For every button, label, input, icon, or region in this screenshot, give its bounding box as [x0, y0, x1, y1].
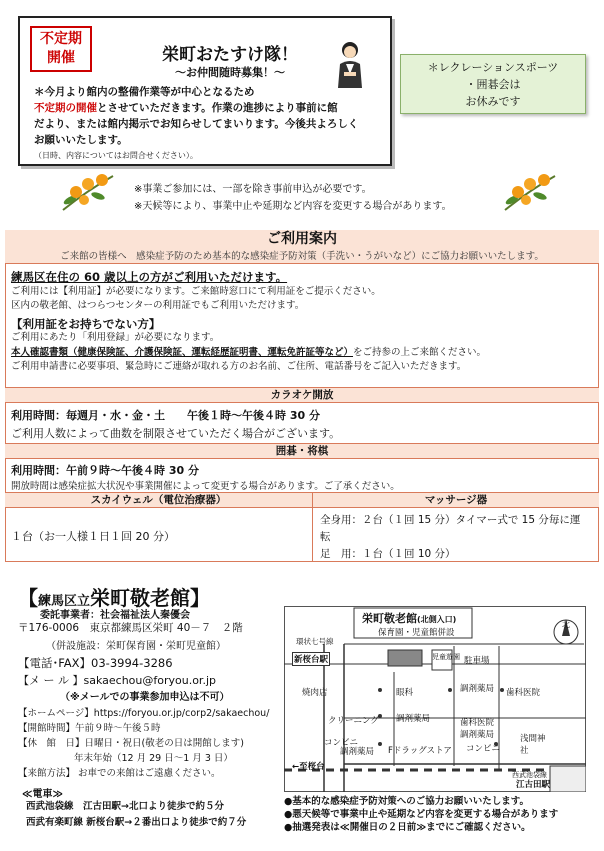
- eligibility-heading: 練馬区在住の 60 歳以上の方がご利用いただけます。: [11, 270, 288, 284]
- map-label-eye-clinic: 眼科: [396, 688, 414, 698]
- map-label-seibu-line: 西武池袋線: [512, 771, 547, 779]
- contractor: 委託事業者：社会福祉法人秦優会: [40, 610, 190, 621]
- info-title: ご利用案内: [267, 231, 337, 247]
- notice-1: ※事業ご参加には、一部を除き事前申込が必要です。: [134, 184, 372, 195]
- igo-header: 囲碁・将棋: [5, 443, 599, 459]
- event-subtitle: ～お仲間随時募集！～: [175, 66, 285, 79]
- event-title: 栄町おたすけ隊！: [162, 45, 298, 65]
- map-label-yakiniku: 焼肉店: [302, 688, 328, 698]
- card-line-2: 区内の敬老館、はつらつセンターの利用証でもご利用いただけます。: [11, 300, 305, 311]
- flower-illustration-right: [500, 170, 560, 216]
- event-line-2: [34, 100, 384, 116]
- train-line-1: 西武池袋線 江古田駅→北口より徒歩で約５分: [26, 801, 224, 812]
- address: 〒176-0006 東京都練馬区栄町 40－７ ２階: [18, 622, 243, 634]
- igo-note: 開放時間は感染症拡大状況や事業開催によって変更する場合があります。ご了承ください。: [11, 481, 400, 492]
- event-body: [34, 84, 384, 148]
- table-divider: [312, 508, 313, 562]
- no-card-heading: 【利用証をお持ちでない方】: [11, 316, 161, 331]
- event-line-3: だより、または館内掲示でお知らせしてまいります。今後共よろしく: [34, 118, 359, 130]
- register-line: ご利用にあたり「利用登録」が必要になります。: [11, 332, 220, 343]
- map-note-2: ●悪天候等で事業中止や延期など内容を変更する場合があります: [284, 809, 559, 820]
- email-note: （※メールでの事業参加申込は不可）: [60, 692, 230, 703]
- info-body: [11, 270, 593, 375]
- recreation-line-2: ・囲碁会は: [465, 78, 521, 91]
- map-title-main: 栄町敬老館: [362, 612, 417, 625]
- massage-text: [320, 512, 595, 563]
- irregular-badge: 不定期 開催: [30, 26, 92, 72]
- bracket-close: 】: [190, 586, 211, 610]
- event-line-4: お願いいたします。: [34, 134, 128, 146]
- opening-hours: 【開館時間】午前９時～午後５時: [18, 723, 161, 734]
- map-label-parking: 駐車場: [464, 656, 490, 666]
- event-line-2-rest: とさせていただきます。作業の進捗により事前に館: [97, 102, 338, 114]
- skywell-header: スカイウェル（電位治療器）: [5, 492, 312, 508]
- recreation-line-3: お休みです: [465, 95, 521, 108]
- address-sub: （併設施設：栄町保育園・栄町児童館）: [46, 641, 226, 652]
- facility-ward: 練馬区立: [38, 594, 91, 609]
- recreation-line-1: ＊レクレーションスポーツ: [427, 61, 559, 74]
- event-line-1: ＊今月より館内の整備作業等が中心となるため: [34, 86, 255, 98]
- massage-line-1: 全身用：２台（１回 15 分）タイマー式で 15 分毎に運: [320, 514, 581, 526]
- map-label-ekoda-station: 江古田駅: [516, 780, 551, 790]
- karaoke-time: 利用時間：毎週月・水・金・土 午後１時～午後４時 30 分: [11, 409, 320, 422]
- recreation-box: [400, 54, 586, 114]
- phone-fax: 【電話･FAX】03-3994-3286: [18, 656, 173, 670]
- map-label-pharmacy-4: 調剤薬局: [460, 730, 495, 740]
- id-line-rest: をご持参の上ご来館ください。: [353, 346, 487, 358]
- map-label-shinsakuradai: 新桜台駅: [292, 652, 330, 666]
- map-label-sakuradai: ←至桜台: [292, 762, 325, 772]
- map-title-sub: (北側入口): [417, 615, 457, 624]
- map-note-3: ●抽選発表は≪開催日の２日前≫までにご確認ください。: [284, 822, 531, 833]
- closed-days: 【休 館 日】日曜日・祝日(敬老の日は開館します): [18, 738, 244, 749]
- map-label-konbini-2: コンビニ: [466, 744, 501, 754]
- map-label-sengen-shrine: 浅間神社: [520, 734, 546, 756]
- closed-days-2: 年末年始（12 月 29 日～1 月 3 日）: [74, 753, 233, 764]
- karaoke-note: ご利用人数によって曲数を制限させていただく場合がございます。: [11, 427, 341, 440]
- card-line-1: ご利用には【利用証】が必要になります。ご来館時窓口にて利用証をご提示ください。: [11, 285, 381, 297]
- massage-line-2: 転: [320, 531, 331, 543]
- person-icon: [332, 40, 368, 90]
- info-header: [5, 230, 599, 264]
- map-label-ring7: 環状七号線: [296, 637, 334, 646]
- facility-title: 栄町敬老館: [90, 586, 191, 610]
- map-label-konbini-1: コンビニ: [324, 738, 359, 748]
- facility-details: [18, 706, 269, 781]
- event-irregular-text: 不定期の開催: [34, 102, 97, 114]
- homepage-link[interactable]: 【ホームページ】https://foryou.or.jp/corp2/sakaechou/: [18, 708, 270, 719]
- map-label-playground: 児童遊園: [432, 653, 460, 661]
- map-label-drugstore: Fドラッグストア: [388, 746, 452, 756]
- notices: [134, 181, 452, 215]
- email[interactable]: 【メ ー ル 】sakaechou@foryou.or.jp: [18, 674, 216, 687]
- massage-line-3: 足 用：１台（１回 10 分）: [320, 548, 456, 560]
- form-line: ご利用申請書に必要事項、緊急時にご連絡が取れる方のお名前、ご住所、電話番号をご記入いただきます。: [11, 361, 467, 372]
- train-line-2: 西武有楽町線 新桜台駅→２番出口より徒歩で約７分: [26, 817, 247, 828]
- map-label-dental-2: 歯科医院: [460, 718, 495, 728]
- visit-method: 【来館方法】 お車での来館はご遠慮ください。: [18, 768, 221, 779]
- igo-time: 利用時間：午前９時～午後４時 30 分: [11, 464, 199, 477]
- map-sub: 保育園・児童館併設: [378, 628, 455, 638]
- map-label-pharmacy-1: 調剤薬局: [340, 747, 375, 757]
- karaoke-header: カラオケ開放: [5, 387, 599, 403]
- flower-illustration-left: [58, 170, 118, 216]
- id-documents: 本人確認書類（健康保険証、介護保険証、運転経歴証明書、運転免許証等など）: [11, 346, 354, 358]
- notice-2: ※天候等により、事業中止や延期など内容を変更する場合があります。: [134, 201, 452, 212]
- map-notes: [284, 795, 558, 834]
- map-label-dental-1: 歯科医院: [506, 688, 541, 698]
- train-access: [26, 799, 246, 831]
- compass-north-icon: 北: [562, 620, 570, 629]
- id-line: [11, 346, 593, 361]
- map-title: [362, 610, 456, 626]
- bracket-open: 【: [18, 586, 38, 610]
- map-label-cleaning: クリーニング: [328, 716, 379, 726]
- info-subtitle: ご来館の皆様へ 感染症予防のため基本的な感染症予防対策（手洗い・うがいなど）にご協力お願いいたします。: [60, 251, 544, 262]
- skywell-text: １台（お一人様１日１回 20 分）: [11, 530, 175, 543]
- map-label-pharmacy-2: 調剤薬局: [396, 714, 431, 724]
- event-note: （日時、内容についてはお問合せください）。: [34, 151, 198, 160]
- map-label-pharmacy-3: 調剤薬局: [460, 684, 495, 694]
- train-heading: ≪電車≫: [22, 789, 63, 800]
- massage-header: マッサージ器: [312, 492, 599, 508]
- map-note-1: ●基本的な感染症予防対策へのご協力お願いいたします。: [284, 796, 530, 807]
